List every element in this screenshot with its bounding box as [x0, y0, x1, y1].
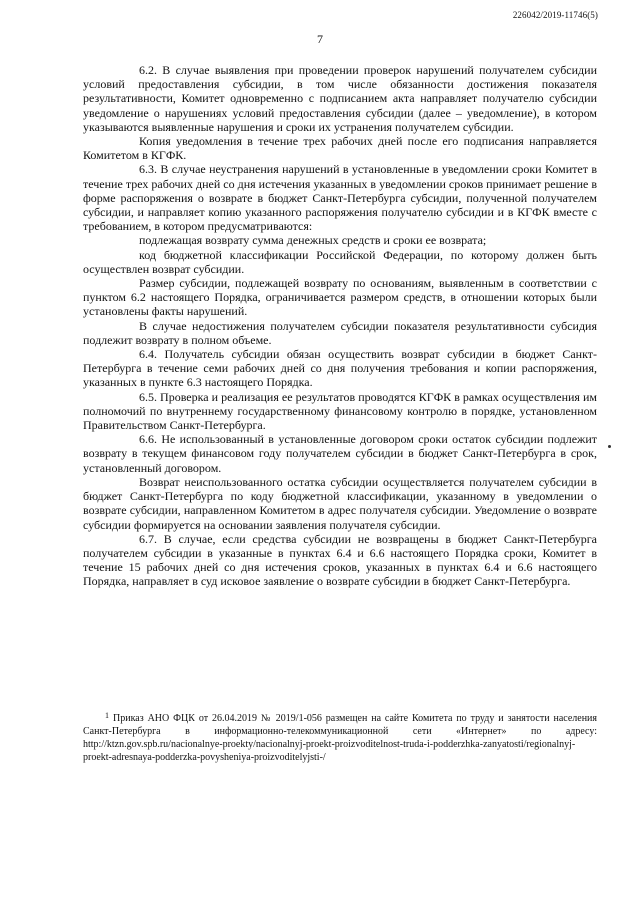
document-number: 226042/2019-11746(5) — [512, 10, 598, 20]
paragraph-6-7: 6.7. В случае, если средства субсидии не возвращены в бюджет Санкт-Петербурга получателем субсидии в указанные в пунктах 6.4 и 6.6 настоящего Порядка сроки, Комитет в течение 15 рабочих дней со дня истечения сроков, указанных в пунктах 6.4 и 6.6 настоящего Порядка, направляет в суд исковое заявление о возврате субсидии в бюджет Санкт-Петербурга. — [83, 531, 597, 589]
paragraph-size-limit: Размер субсидии, подлежащей возврату по основаниям, выявленным в соответствии с пунктом 6.2 настоящего Порядка, ограничивается размером средств, в отношении которых были установлены факты нарушений. — [83, 276, 597, 319]
paragraph-6-4: 6.4. Получатель субсидии обязан осуществить возврат субсидии в бюджет Санкт-Петербурга в течение семи рабочих дней со дня получения требования и копии распоряжения, указанных в пункте 6.3 настоящего Порядка. — [83, 347, 597, 390]
paragraph-unused-return: Возврат неиспользованного остатка субсидии осуществляется получателем субсидии в бюджет Санкт-Петербурга по коду бюджетной классификации, указанному в уведомлении о возврате субсидии, направленном Комитетом в адрес получателя субсидии. Уведомление о возврате субсидии формируется на основании заявления получателя субсидии. — [83, 474, 597, 532]
page-number: 7 — [317, 32, 323, 46]
paragraph-6-6: 6.6. Не использованный в установленные договором сроки остаток субсидии подлежит возврату в текущем финансовом году получателем субсидии в бюджет Санкт-Петербурга в срок, установленный договором. — [83, 432, 597, 475]
footnote-marker: 1 — [105, 711, 109, 720]
paragraph-6-5: 6.5. Проверка и реализация ее результатов проводятся КГФК в рамках осуществления им полномочий по внутреннему государственному финансовому контролю в порядке, установленном Правительством Санкт-Петербурга. — [83, 389, 597, 433]
paragraph-6-2: 6.2. В случае выявления при проведении проверок нарушений получателем субсидии условий предоставления субсидии, в том числе обязанности достижения показателя результативности, Комитет одновременно с подписанием акта направляет получателю субсидии уведомление о нарушениях условий предоставления субсидии (далее – уведомление), в котором указываются выявленные нарушения и сроки их устранения получателем субсидии. — [83, 63, 597, 134]
paragraph-full-return: В случае недостижения получателем субсидии показателя результативности субсидия подлежит возврату в полном объеме. — [83, 318, 597, 347]
paragraph-amount-item: подлежащая возврату сумма денежных средств и сроки ее возврата; — [139, 233, 487, 248]
document-body — [83, 63, 597, 589]
scan-dot-mark — [608, 445, 611, 448]
footnote-text: Приказ АНО ФЦК от 26.04.2019 № 2019/1-056 размещен на сайте Комитета по труду и занятости населения Санкт-Петербурга в информационно-телекоммуникационной сети «Интернет» по адресу: http://ktzn.gov.spb.ru/nacionalnye-proekty/nacionalnyj-proekt-proizvoditelnost-truda-i-podderzhka-zanyatosti/regionalnyj- proekt-adresnaya-podderzka-povysheniya-proizvoditelyjsti-/ — [83, 713, 597, 763]
footnote — [83, 709, 597, 764]
paragraph-copy-notice: Копия уведомления в течение трех рабочих дней после его подписания направляется Комитетом в КГФК. — [83, 134, 597, 163]
paragraph-code-item: код бюджетной классификации Российской Федерации, по которому должен быть осуществлен возврат субсидии. — [83, 247, 597, 276]
footnote-paragraph — [83, 709, 597, 764]
paragraph-6-3: 6.3. В случае неустранения нарушений в установленные в уведомлении сроки Комитет в течение трех рабочих дней со дня истечения указанных в уведомлении сроков принимает решение в форме распоряжения о возврате в бюджет Санкт-Петербурга субсидии, полученной получателем субсидии, и направляет копию указанного распоряжения получателю субсидии и в КГФК вместе с требованием, в котором предусматриваются: — [83, 162, 597, 234]
